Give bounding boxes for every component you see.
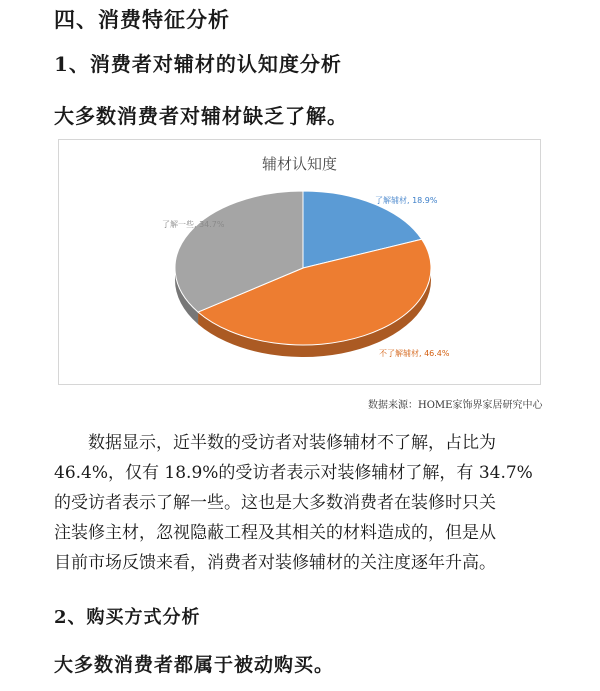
- subsection-lead-awareness: 大多数消费者对辅材缺乏了解。: [54, 104, 348, 128]
- pie-chart: [59, 140, 540, 384]
- subsection-title-awareness: 1、消费者对辅材的认知度分析: [54, 52, 342, 76]
- data-source-note: 数据来源：HOME家饰界家居研究中心: [368, 400, 543, 411]
- analysis-paragraph: [54, 428, 574, 578]
- paragraph-line: 注装修主材，忽视隐蔽工程及其相关的材料造成的，但是从: [54, 523, 496, 543]
- subsection-title-purchase: 2、购买方式分析: [54, 607, 201, 628]
- pie-label-2: 了解一些, 34.7%: [162, 220, 225, 229]
- paragraph-line: 46.4%，仅有 18.9%的受访者表示对装修辅材了解，有 34.7%: [54, 463, 533, 483]
- pie-chart-panel: [58, 139, 541, 385]
- paragraph-line: 目前市场反馈来看，消费者对装修辅材的关注度逐年升高。: [54, 553, 496, 573]
- paragraph-line: 的受访者表示了解一些。这也是大多数消费者在装修时只关: [54, 493, 496, 513]
- subsection-lead-purchase: 大多数消费者都属于被动购买。: [54, 654, 335, 676]
- section-title: 四、消费特征分析: [54, 7, 230, 32]
- chart-title: 辅材认知度: [261, 155, 337, 173]
- paragraph-line: 数据显示，近半数的受访者对装修辅材不了解，占比为: [88, 433, 496, 453]
- pie-label-0: 了解辅材, 18.9%: [375, 196, 438, 205]
- pie-label-1: 不了解辅材, 46.4%: [379, 349, 450, 358]
